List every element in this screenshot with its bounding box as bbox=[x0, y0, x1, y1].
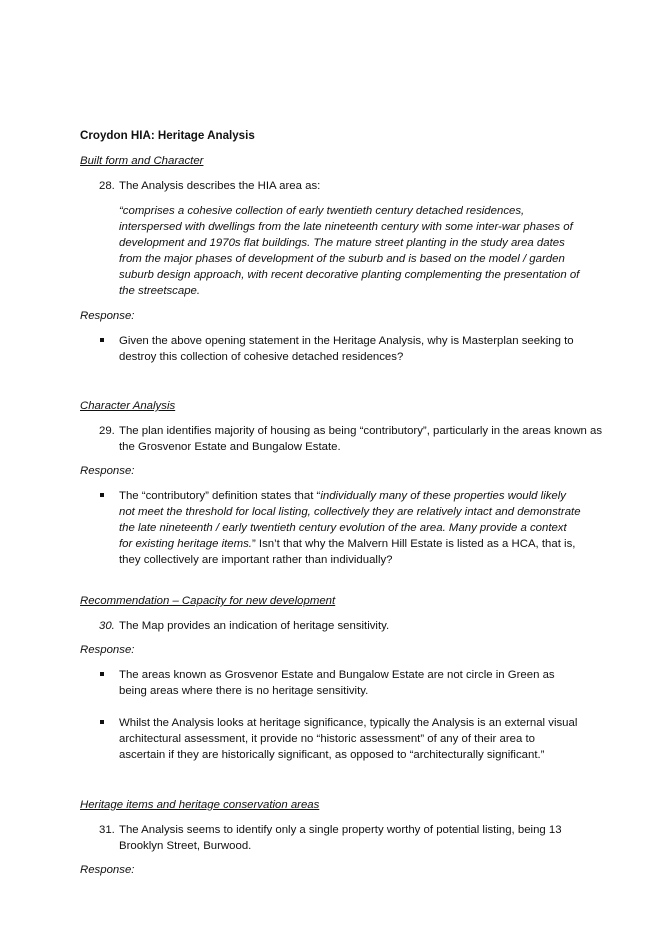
section-heading-recommendation: Recommendation – Capacity for new development bbox=[80, 595, 336, 607]
bullet-marker bbox=[100, 672, 104, 676]
response-bullet bbox=[119, 715, 581, 763]
bullet-marker bbox=[100, 720, 104, 724]
numbered-item-28 bbox=[99, 178, 609, 194]
bullet-text-lead: The “contributory” definition states that “ bbox=[119, 490, 321, 502]
item-number: 29. bbox=[99, 425, 115, 437]
bullet-marker bbox=[100, 338, 104, 342]
numbered-item-31 bbox=[99, 822, 609, 854]
section-heading-built-form: Built form and Character bbox=[80, 155, 204, 167]
bullet-text: Given the above opening statement in the Heritage Analysis, why is Masterplan seeking to destroy this collection of cohesive detached residences? bbox=[119, 335, 574, 363]
item-text: The Analysis seems to identify only a single property worthy of potential listing, being 13 Brooklyn Street, Burwood. bbox=[119, 824, 562, 852]
bullet-marker bbox=[100, 493, 104, 497]
bullet-text-tail: ” Isn’t that why the Malvern Hill Estate is listed as a HCA, that is, they collectively are important rather than individually? bbox=[119, 538, 576, 566]
item-number: 30. bbox=[99, 620, 115, 632]
section-heading-character: Character Analysis bbox=[80, 400, 176, 412]
response-bullet bbox=[119, 333, 581, 365]
quote-block: “comprises a cohesive collection of early twentieth century detached residences, interspersed with dwellings from the late nineteenth century with some inter-war phases of development and 1970s flat buildings. The mature street planting in the study area dates from the major phases of development of the suburb and is based on the model / garden suburb design approach, with recent decorative planting complementing the presentation of the streetscape. bbox=[119, 205, 580, 297]
bullet-text: The areas known as Grosvenor Estate and Bungalow Estate are not circle in Green as being areas where there is no heritage sensitivity. bbox=[119, 669, 555, 697]
response-bullet bbox=[119, 667, 581, 699]
numbered-item-30 bbox=[99, 618, 609, 634]
response-label: Response: bbox=[80, 310, 135, 322]
item-text: The plan identifies majority of housing as being “contributory”, particularly in the areas known as the Grosvenor Estate and Bungalow Estate. bbox=[119, 425, 603, 453]
item-text: The Analysis describes the HIA area as: bbox=[119, 180, 321, 192]
document-title: Croydon HIA: Heritage Analysis bbox=[80, 129, 255, 142]
section-heading-heritage-items: Heritage items and heritage conservation areas bbox=[80, 799, 320, 811]
item-number: 28. bbox=[99, 180, 115, 192]
bullet-text: Whilst the Analysis looks at heritage significance, typically the Analysis is an external visual architectural assessment, it provide no “historic assessment” of any of their area to ascertain if they are historically significant, as opposed to “architecturally significant.” bbox=[119, 717, 578, 761]
bullet-text-quote: individually many of these properties would likely not meet the threshold for local listing, collectively they are relatively intact and demonstrate the late nineteenth / early twentieth century evolution of the area. Many provide a context for existing heritage items. bbox=[119, 490, 581, 550]
response-label: Response: bbox=[80, 864, 135, 876]
response-label: Response: bbox=[80, 465, 135, 477]
response-label: Response: bbox=[80, 644, 135, 656]
item-number: 31. bbox=[99, 824, 115, 836]
item-text: The Map provides an indication of heritage sensitivity. bbox=[119, 620, 390, 632]
numbered-item-29 bbox=[99, 423, 609, 455]
response-bullet bbox=[119, 488, 581, 568]
